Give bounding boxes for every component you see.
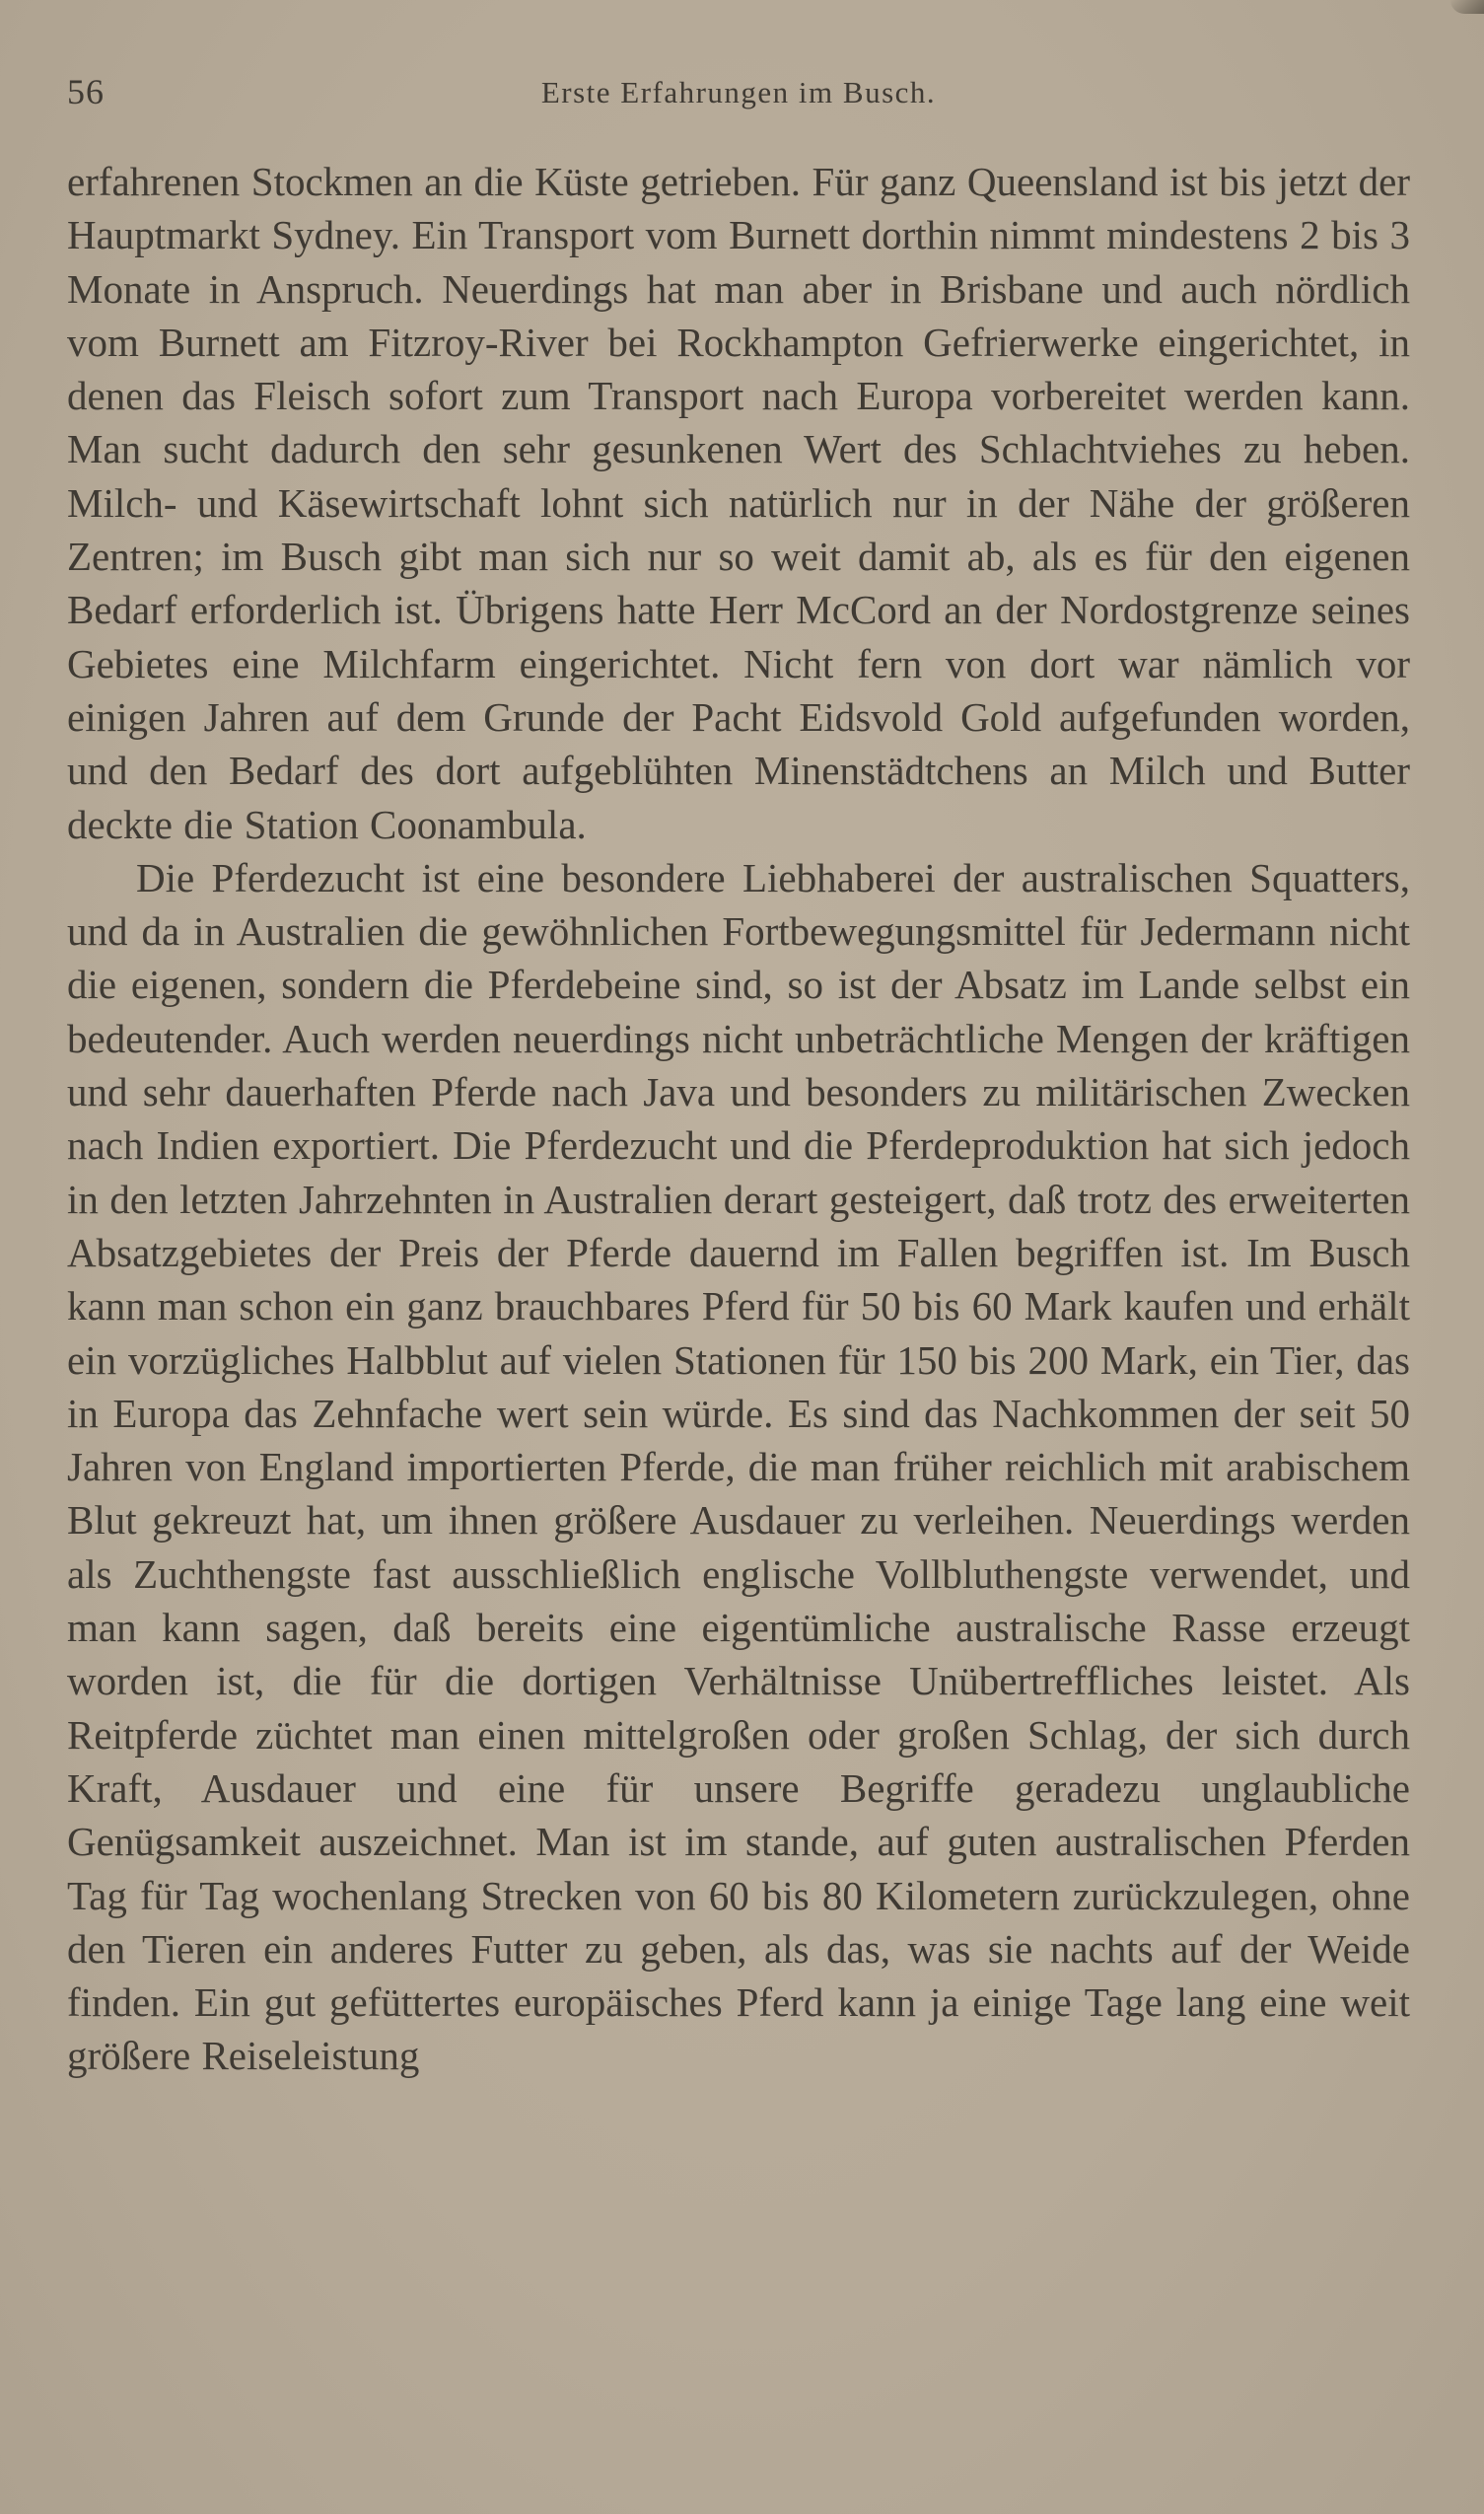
book-page (67, 61, 1410, 2468)
page-number: 56 (67, 72, 105, 111)
paragraph-continued: erfahrenen Stockmen an die Küste getrieben. Für ganz Queensland ist bis jetzt der Hauptmarkt Sydney. Ein Transport vom Burnett dorthin nimmt mindestens 2 bis 3 Monate in Anspruch. Neuerdings hat man aber in Brisbane und auch nördlich vom Burnett am Fitzroy-River bei Rockhampton Gefrierwerke eingerichtet, in denen das Fleisch sofort zum Transport nach Europa vorbereitet werden kann. Man sucht dadurch den sehr gesunkenen Wert des Schlachtviehes zu heben. Milch- und Käsewirtschaft lohnt sich natürlich nur in der Nähe der größeren Zentren; im Busch gibt man sich nur so weit damit ab, als es für den eigenen Bedarf erforderlich ist. Übrigens hatte Herr McCord an der Nordostgrenze seines Gebietes eine Milchfarm eingerichtet. Nicht fern von dort war nämlich vor einigen Jahren auf dem Grunde der Pacht Eidsvold Gold aufgefunden worden, und den Bedarf des dort aufgeblühten Minenstädtchens an Milch und Butter deckte die Station Coonambula. (67, 159, 1410, 847)
paragraph-horse-breeding: Die Pferdezucht ist eine besondere Liebhaberei der australischen Squatters, und da in Australien die gewöhnlichen Fortbewegungsmittel für Jedermann nicht die eigenen, sondern die Pferdebeine sind, so ist der Absatz im Lande selbst ein bedeutender. Auch werden neuerdings nicht unbeträchtliche Mengen der kräftigen und sehr dauerhaften Pferde nach Java und besonders zu militärischen Zwecken nach Indien exportiert. Die Pferdezucht und die Pferdeproduktion hat sich jedoch in den letzten Jahrzehnten in Australien derart gesteigert, daß trotz des erweiterten Absatzgebietes der Preis der Pferde dauernd im Fallen begriffen ist. Im Busch kann man schon ein ganz brauchbares Pferd für 50 bis 60 Mark kaufen und erhält ein vorzügliches Halbblut auf vielen Stationen für 150 bis 200 Mark, ein Tier, das in Europa das Zehnfache wert sein würde. Es sind das Nachkommen der seit 50 Jahren von England importierten Pferde, die man früher reichlich mit arabischem Blut gekreuzt hat, um ihnen größere Ausdauer zu verleihen. Neuerdings werden als Zuchthengste fast ausschließlich englische Vollbluthengste verwendet, und man kann sagen, daß bereits eine eigentümliche australische Rasse erzeugt worden ist, die für die dortigen Verhältnisse Unübertreffliches leistet. Als Reitpferde züchtet man einen mittelgroßen oder großen Schlag, der sich durch Kraft, Ausdauer und eine für unsere Begriffe geradezu unglaubliche Genügsamkeit auszeichnet. Man ist im stande, auf guten australischen Pferden Tag für Tag wochenlang Strecken von 60 bis 80 Kilometern zurückzulegen, ohne den Tieren ein anderes Futter zu geben, als das, was sie nachts auf der Weide finden. Ein gut gefüttertes europäisches Pferd kann ja einige Tage lang eine weit größere Reiseleistung (67, 854, 1410, 2079)
page-header (67, 71, 1410, 130)
page-corner-shadow (1450, 0, 1484, 14)
body-text (67, 155, 1410, 2083)
running-head: Erste Erfahrungen im Busch. (540, 75, 937, 109)
